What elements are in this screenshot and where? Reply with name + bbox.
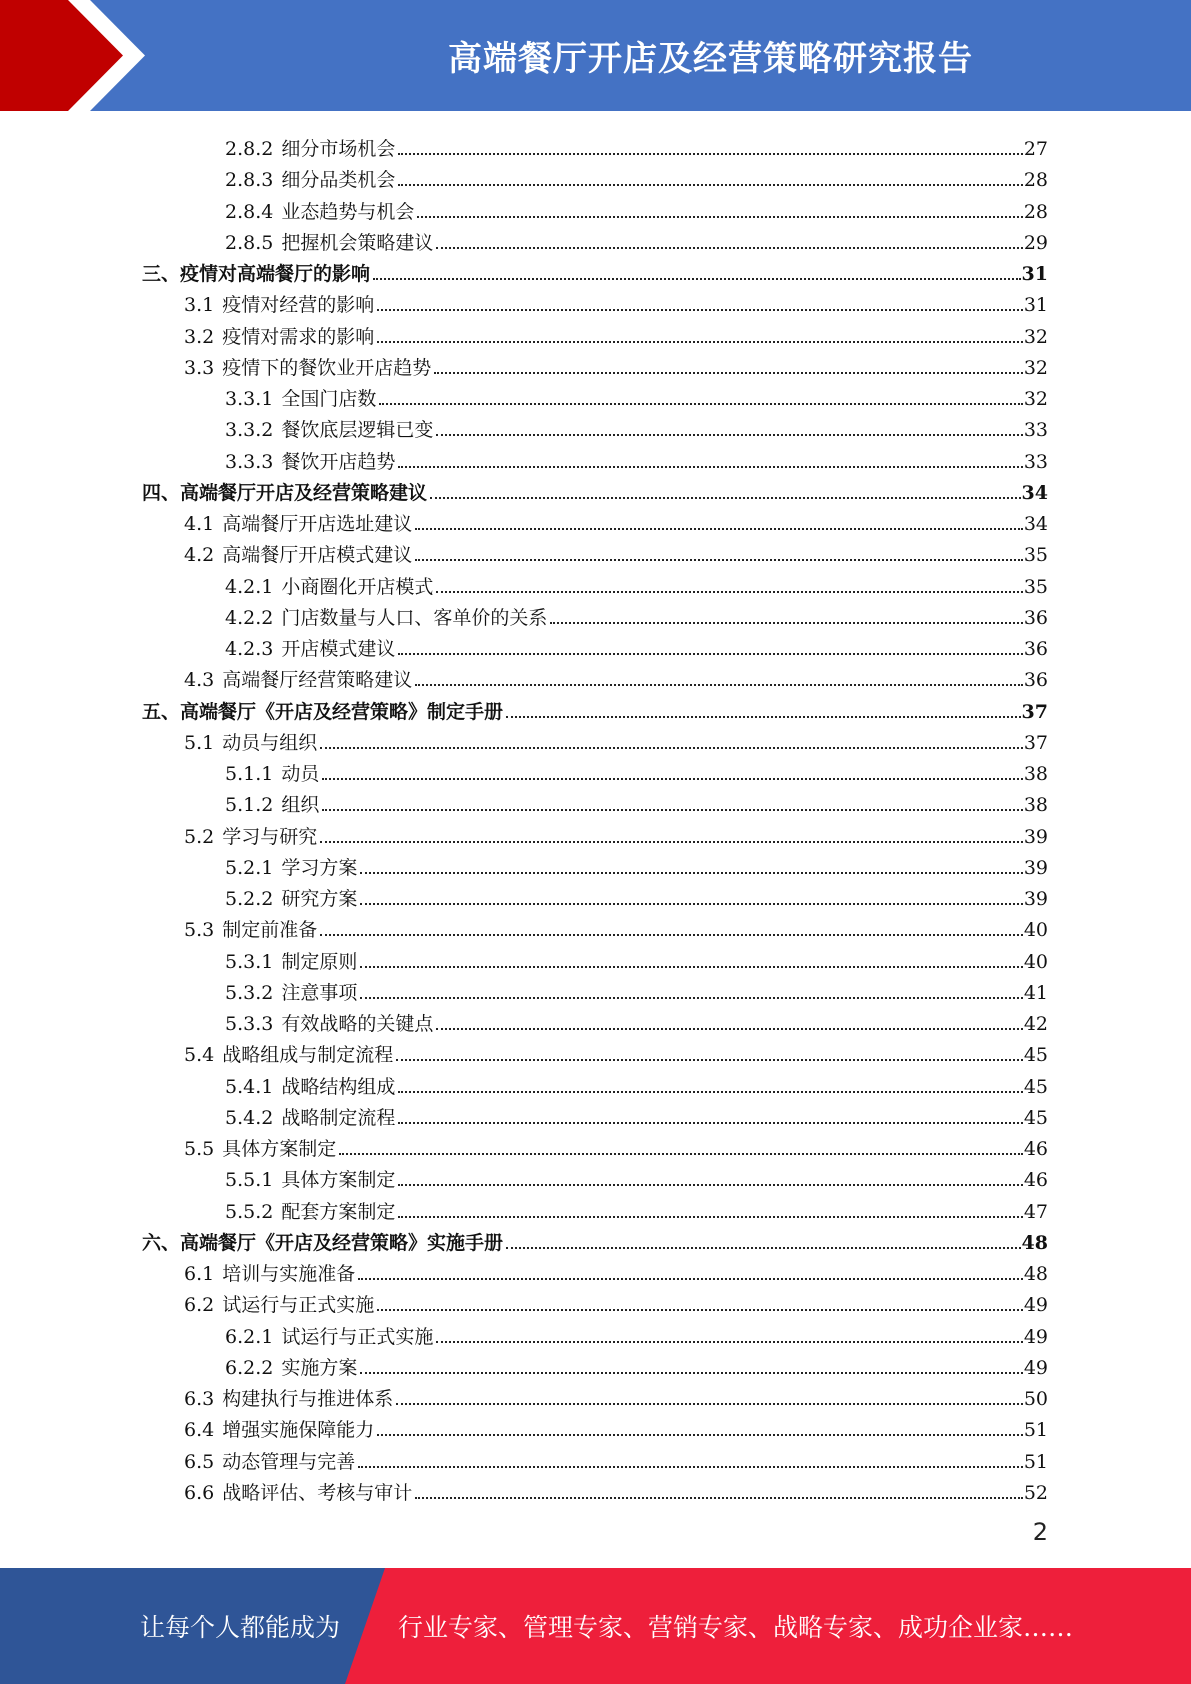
toc-entry-label bbox=[184, 1390, 393, 1409]
toc-entry-label bbox=[225, 640, 395, 659]
toc-entry-title: 具体方案制定 bbox=[281, 1169, 396, 1192]
toc-dot-leader bbox=[379, 403, 1022, 405]
toc-entry-title: 四、高端餐厅开店及经营策略建议 bbox=[142, 481, 428, 504]
toc-dot-leader bbox=[434, 372, 1023, 374]
toc-entry-row[interactable] bbox=[225, 784, 1048, 815]
toc-page-number: 31 bbox=[1021, 263, 1048, 285]
toc-entry-row[interactable] bbox=[225, 628, 1048, 659]
toc-dot-leader bbox=[550, 622, 1022, 624]
toc-entry-label bbox=[184, 356, 432, 379]
toc-page-number: 41 bbox=[1023, 981, 1048, 1004]
toc-entry-number: 6.6 bbox=[184, 1481, 215, 1504]
toc-dot-leader bbox=[358, 1278, 1023, 1280]
toc-dot-leader bbox=[377, 1309, 1023, 1311]
toc-page-number: 36 bbox=[1023, 638, 1048, 660]
toc-entry-label bbox=[184, 546, 412, 565]
toc-entry-row[interactable] bbox=[225, 1316, 1048, 1347]
toc-entry-row[interactable] bbox=[225, 409, 1048, 440]
toc-entry-title: 餐饮底层逻辑已变 bbox=[281, 419, 434, 442]
toc-dot-leader bbox=[417, 216, 1022, 218]
toc-entry-label bbox=[225, 575, 434, 598]
toc-entry-title: 战略组成与制定流程 bbox=[222, 1044, 394, 1067]
toc-dot-leader bbox=[320, 841, 1023, 843]
toc-entry-label bbox=[225, 1356, 358, 1379]
toc-dot-leader bbox=[377, 309, 1023, 311]
toc-page-number: 37 bbox=[1021, 700, 1048, 723]
toc-entry-label bbox=[225, 1075, 396, 1098]
toc-entry-number: 5.4.2 bbox=[225, 1106, 274, 1129]
toc-dot-leader bbox=[398, 1184, 1022, 1186]
toc-dot-leader bbox=[360, 903, 1022, 905]
toc-entry-label bbox=[225, 390, 376, 409]
toc-entry-row[interactable] bbox=[184, 316, 1048, 347]
toc-entry-number: 6.4 bbox=[184, 1419, 215, 1442]
toc-dot-leader bbox=[415, 528, 1023, 530]
toc-dot-leader bbox=[358, 1466, 1023, 1468]
page-header bbox=[0, 0, 1191, 111]
report-title: 高端餐厅开店及经营策略研究报告 bbox=[448, 39, 973, 79]
toc-entry-number: 3.3 bbox=[184, 356, 215, 379]
toc-entry-label bbox=[184, 731, 318, 754]
toc-dot-leader bbox=[436, 434, 1022, 436]
toc-page-number: 32 bbox=[1023, 388, 1048, 410]
toc-entry-number: 4.1 bbox=[184, 513, 215, 535]
toc-dot-leader bbox=[339, 1153, 1023, 1155]
toc-entry-number: 3.2 bbox=[184, 325, 215, 348]
toc-entry-title: 高端餐厅开店选址建议 bbox=[222, 513, 413, 535]
toc-entry-label bbox=[184, 1450, 356, 1473]
toc-entry-label bbox=[184, 921, 317, 940]
toc-page-number: 34 bbox=[1023, 513, 1048, 535]
toc-dot-leader bbox=[360, 966, 1022, 968]
toc-page-number: 40 bbox=[1023, 950, 1048, 973]
toc-entry-row[interactable] bbox=[225, 1066, 1048, 1097]
toc-entry-title: 构建执行与推进体系 bbox=[222, 1388, 394, 1410]
toc-entry-label bbox=[225, 231, 434, 254]
toc-entry-title: 注意事项 bbox=[281, 981, 358, 1004]
toc-page-number: 47 bbox=[1023, 1200, 1048, 1223]
toc-dot-leader bbox=[415, 684, 1023, 686]
footer-slogan-right: 行业专家、管理专家、营销专家、战略专家、成功企业家…… bbox=[398, 1613, 1074, 1642]
toc-dot-leader bbox=[506, 1247, 1021, 1249]
toc-entry-label bbox=[225, 421, 433, 440]
toc-entry-title: 试运行与正式实施 bbox=[281, 1325, 434, 1348]
toc-entry-number: 5.1 bbox=[184, 731, 215, 754]
toc-entry-label bbox=[225, 981, 358, 1004]
toc-entry-label bbox=[225, 950, 358, 973]
toc-dot-leader bbox=[398, 1122, 1022, 1124]
toc-entry-number: 6.5 bbox=[184, 1450, 215, 1473]
toc-entry-number: 6.2.1 bbox=[225, 1325, 274, 1348]
toc-entry-label bbox=[184, 1140, 336, 1159]
toc-entry-row[interactable] bbox=[225, 128, 1048, 159]
toc-entry-title: 开店模式建议 bbox=[281, 638, 396, 660]
toc-chapter-row[interactable] bbox=[142, 472, 1048, 503]
toc-entry-number: 5.2.1 bbox=[225, 856, 274, 879]
toc-entry-row[interactable] bbox=[184, 1034, 1048, 1065]
toc-entry-title: 战略评估、考核与审计 bbox=[222, 1481, 413, 1504]
toc-dot-leader bbox=[322, 809, 1022, 811]
toc-dot-leader bbox=[360, 997, 1022, 999]
toc-entry-title: 门店数量与人口、客单价的关系 bbox=[281, 606, 548, 629]
toc-entry-title: 战略结构组成 bbox=[281, 1075, 396, 1098]
toc-entry-title: 疫情对需求的影响 bbox=[222, 325, 375, 348]
toc-entry-number: 5.3.1 bbox=[225, 950, 274, 973]
toc-entry-title: 实施方案 bbox=[281, 1356, 358, 1379]
toc-entry-row[interactable] bbox=[225, 597, 1048, 628]
toc-page-number: 48 bbox=[1021, 1231, 1048, 1254]
toc-page-number: 50 bbox=[1023, 1388, 1048, 1410]
toc-dot-leader bbox=[360, 872, 1022, 874]
toc-entry-number: 4.3 bbox=[184, 669, 215, 692]
toc-entry-number: 5.4 bbox=[184, 1044, 215, 1067]
toc-dot-leader bbox=[377, 341, 1023, 343]
toc-entry-title: 动态管理与完善 bbox=[222, 1450, 356, 1473]
page-footer bbox=[0, 1568, 1191, 1684]
toc-entry-title: 学习与研究 bbox=[222, 825, 318, 848]
toc-entry-label bbox=[184, 1421, 374, 1440]
toc-entry-title: 三、疫情对高端餐厅的影响 bbox=[142, 263, 371, 285]
toc-entry-label bbox=[142, 265, 370, 284]
toc-entry-title: 动员 bbox=[281, 763, 320, 785]
toc-entry-label bbox=[184, 671, 412, 690]
toc-entry-label bbox=[225, 606, 548, 629]
toc-entry-label bbox=[184, 296, 374, 315]
toc-entry-label bbox=[225, 171, 395, 190]
toc-entry-row[interactable] bbox=[184, 1284, 1048, 1315]
toc-page-number: 33 bbox=[1023, 419, 1048, 442]
toc-page-number: 45 bbox=[1023, 1075, 1048, 1098]
toc-entry-title: 五、高端餐厅《开店及经营策略》制定手册 bbox=[142, 700, 504, 723]
toc-entry-row[interactable] bbox=[225, 1003, 1048, 1034]
toc-entry-number: 4.2.3 bbox=[225, 638, 274, 660]
toc-entry-number: 5.1.1 bbox=[225, 763, 274, 785]
toc-page-number: 45 bbox=[1023, 1106, 1048, 1129]
toc-entry-number: 4.2.1 bbox=[225, 575, 274, 598]
toc-entry-title: 疫情下的餐饮业开店趋势 bbox=[222, 356, 432, 379]
toc-entry-label bbox=[225, 1015, 433, 1034]
toc-entry-label bbox=[142, 700, 504, 723]
toc-entry-title: 疫情对经营的影响 bbox=[222, 294, 375, 317]
toc-entry-number: 5.5.1 bbox=[225, 1169, 274, 1192]
toc-page-number: 48 bbox=[1023, 1263, 1048, 1285]
toc-entry-title: 制定前准备 bbox=[222, 919, 318, 942]
toc-dot-leader bbox=[436, 1341, 1022, 1343]
footer-slogan-left: 让每个人都能成为 bbox=[140, 1613, 341, 1642]
toc-entry-number: 3.3.1 bbox=[225, 388, 274, 410]
toc-entry-row[interactable] bbox=[225, 1191, 1048, 1222]
toc-entry-label bbox=[142, 1231, 504, 1254]
toc-entry-row[interactable] bbox=[184, 534, 1048, 565]
toc-dot-leader bbox=[430, 497, 1021, 499]
toc-entry-label bbox=[225, 1200, 396, 1223]
toc-page-number: 52 bbox=[1023, 1481, 1048, 1504]
toc-entry-title: 组织 bbox=[281, 794, 320, 817]
toc-entry-number: 3.3.2 bbox=[225, 419, 274, 442]
toc-entry-row[interactable] bbox=[184, 1409, 1048, 1440]
toc-entry-number: 3.3.3 bbox=[225, 450, 274, 473]
toc-entry-number: 6.2 bbox=[184, 1294, 215, 1317]
toc-page-number: 28 bbox=[1023, 169, 1048, 192]
toc-dot-leader bbox=[436, 591, 1022, 593]
toc-entry-title: 研究方案 bbox=[281, 888, 358, 910]
toc-entry-title: 增强实施保障能力 bbox=[222, 1419, 375, 1442]
toc-dot-leader bbox=[373, 278, 1021, 280]
toc-entry-title: 战略制定流程 bbox=[281, 1106, 396, 1129]
toc-entry-title: 业态趋势与机会 bbox=[281, 200, 415, 223]
toc-entry-row[interactable] bbox=[184, 1441, 1048, 1472]
toc-entry-title: 配套方案制定 bbox=[281, 1200, 396, 1223]
toc-page-number: 49 bbox=[1023, 1325, 1048, 1348]
toc-page-number: 46 bbox=[1023, 1138, 1048, 1160]
toc-entry-label bbox=[225, 140, 395, 159]
toc-entry-label bbox=[184, 325, 375, 348]
toc-dot-leader bbox=[396, 1059, 1023, 1061]
toc-entry-row[interactable] bbox=[225, 191, 1048, 222]
toc-page-number: 40 bbox=[1023, 919, 1048, 942]
toc-entry-row[interactable] bbox=[184, 503, 1048, 534]
toc-entry-title: 试运行与正式实施 bbox=[222, 1294, 375, 1317]
toc-dot-leader bbox=[322, 778, 1022, 780]
toc-page-number: 36 bbox=[1023, 606, 1048, 629]
toc-dot-leader bbox=[377, 1434, 1023, 1436]
toc-entry-title: 培训与实施准备 bbox=[222, 1263, 356, 1285]
toc-entry-number: 5.3 bbox=[184, 919, 215, 942]
toc-dot-leader bbox=[398, 653, 1022, 655]
toc-entry-row[interactable] bbox=[184, 816, 1048, 847]
toc-page-number: 35 bbox=[1023, 544, 1048, 567]
toc-entry-row[interactable] bbox=[184, 1378, 1048, 1409]
toc-entry-label bbox=[184, 1296, 374, 1315]
toc-page-number: 34 bbox=[1021, 481, 1048, 504]
toc-entry-row[interactable] bbox=[184, 1128, 1048, 1159]
toc-entry-row[interactable] bbox=[184, 909, 1048, 940]
toc-entry-title: 全国门店数 bbox=[281, 388, 377, 410]
toc-entry-title: 六、高端餐厅《开店及经营策略》实施手册 bbox=[142, 1231, 504, 1254]
toc-entry-number: 6.3 bbox=[184, 1388, 215, 1410]
toc-dot-leader bbox=[415, 1497, 1023, 1499]
toc-entry-number: 4.2 bbox=[184, 544, 215, 567]
toc-page-number: 31 bbox=[1023, 294, 1048, 317]
toc-page-number: 35 bbox=[1023, 575, 1048, 598]
toc-entry-label bbox=[225, 450, 396, 473]
toc-dot-leader bbox=[398, 466, 1022, 468]
toc-chapter-row[interactable] bbox=[142, 253, 1048, 284]
toc-entry-title: 餐饮开店趋势 bbox=[281, 450, 396, 473]
toc-page-number: 38 bbox=[1023, 763, 1048, 785]
toc-page-number: 42 bbox=[1023, 1013, 1048, 1035]
toc-entry-number: 6.2.2 bbox=[225, 1356, 274, 1379]
toc-dot-leader bbox=[415, 559, 1023, 561]
toc-entry-number: 5.2.2 bbox=[225, 888, 274, 910]
toc-entry-row[interactable] bbox=[225, 1097, 1048, 1128]
toc-page-number: 29 bbox=[1023, 231, 1048, 254]
toc-dot-leader bbox=[398, 1216, 1022, 1218]
toc-entry-label bbox=[184, 1481, 413, 1504]
toc-entry-label bbox=[225, 1171, 395, 1190]
toc-page-number: 45 bbox=[1023, 1044, 1048, 1067]
toc-dot-leader bbox=[436, 247, 1022, 249]
toc-entry-title: 小商圈化开店模式 bbox=[281, 575, 434, 598]
toc-entry-row[interactable] bbox=[184, 1253, 1048, 1284]
toc-page-number: 38 bbox=[1023, 794, 1048, 817]
toc-entry-row[interactable] bbox=[225, 972, 1048, 1003]
toc-entry-row[interactable] bbox=[225, 566, 1048, 597]
toc-dot-leader bbox=[320, 934, 1023, 936]
toc-page-number: 36 bbox=[1023, 669, 1048, 692]
toc-dot-leader bbox=[398, 1091, 1022, 1093]
toc-entry-row[interactable] bbox=[225, 1159, 1048, 1190]
toc-page-number: 39 bbox=[1023, 888, 1048, 910]
toc-page-number: 51 bbox=[1023, 1419, 1048, 1442]
toc-entry-row[interactable] bbox=[225, 159, 1048, 190]
toc-entry-number: 2.8.4 bbox=[225, 200, 274, 223]
toc-entry-title: 高端餐厅开店模式建议 bbox=[222, 544, 413, 567]
toc-entry-title: 具体方案制定 bbox=[222, 1138, 337, 1160]
toc-entry-number: 3.1 bbox=[184, 294, 215, 317]
toc-entry-label bbox=[184, 1046, 393, 1065]
toc-entry-row[interactable] bbox=[225, 441, 1048, 472]
toc-entry-number: 5.2 bbox=[184, 825, 215, 848]
toc-entry-title: 动员与组织 bbox=[222, 731, 318, 754]
toc-entry-label bbox=[184, 825, 318, 848]
toc-entry-row[interactable] bbox=[184, 1472, 1048, 1503]
toc-entry-number: 2.8.2 bbox=[225, 138, 274, 160]
toc-entry-label bbox=[184, 515, 412, 534]
toc-entry-title: 高端餐厅经营策略建议 bbox=[222, 669, 413, 692]
toc-entry-title: 有效战略的关键点 bbox=[281, 1013, 434, 1035]
toc-entry-row[interactable] bbox=[184, 659, 1048, 690]
toc-entry-row[interactable] bbox=[225, 941, 1048, 972]
toc-page-number: 28 bbox=[1023, 200, 1048, 223]
toc-page-number: 49 bbox=[1023, 1294, 1048, 1317]
toc-entry-number: 5.4.1 bbox=[225, 1075, 274, 1098]
toc-page-number: 51 bbox=[1023, 1450, 1048, 1473]
toc-entry-row[interactable] bbox=[225, 378, 1048, 409]
toc-entry-label bbox=[184, 1265, 355, 1284]
header-arrow-graphic bbox=[0, 0, 170, 111]
toc-dot-leader bbox=[396, 1403, 1023, 1405]
toc-entry-row[interactable] bbox=[225, 753, 1048, 784]
toc-entry-number: 5.3.3 bbox=[225, 1013, 274, 1035]
toc-dot-leader bbox=[398, 184, 1022, 186]
page-number: 2 bbox=[1032, 1518, 1048, 1546]
toc-entry-title: 制定原则 bbox=[281, 950, 358, 973]
toc-entry-label bbox=[225, 856, 358, 879]
toc-page-number: 33 bbox=[1023, 450, 1048, 473]
toc-dot-leader bbox=[398, 153, 1022, 155]
toc-page-number: 37 bbox=[1023, 731, 1048, 754]
toc-entry-row[interactable] bbox=[225, 878, 1048, 909]
toc-dot-leader bbox=[506, 716, 1021, 718]
toc-entry-title: 学习方案 bbox=[281, 856, 358, 879]
toc-dot-leader bbox=[320, 747, 1023, 749]
toc-entry-title: 细分品类机会 bbox=[281, 169, 396, 192]
toc-entry-number: 5.5.2 bbox=[225, 1200, 274, 1223]
toc-chapter-row[interactable] bbox=[142, 1222, 1048, 1253]
toc-entry-label bbox=[225, 796, 319, 815]
toc-page-number: 39 bbox=[1023, 825, 1048, 848]
toc-entry-number: 2.8.3 bbox=[225, 169, 274, 192]
toc-entry-label bbox=[225, 890, 357, 909]
toc-entry-row[interactable] bbox=[184, 284, 1048, 315]
toc-entry-row[interactable] bbox=[225, 1347, 1048, 1378]
toc-chapter-row[interactable] bbox=[142, 691, 1048, 722]
toc-entry-number: 2.8.5 bbox=[225, 231, 274, 254]
toc-entry-label bbox=[142, 481, 428, 504]
toc-page-number: 32 bbox=[1023, 356, 1048, 379]
toc-entry-label bbox=[225, 765, 319, 784]
toc-entry-number: 5.3.2 bbox=[225, 981, 274, 1004]
toc-entry-label bbox=[225, 1325, 434, 1348]
toc-entry-row[interactable] bbox=[225, 847, 1048, 878]
toc-entry-title: 细分市场机会 bbox=[281, 138, 396, 160]
toc-page-number: 32 bbox=[1023, 325, 1048, 348]
toc-page-number: 49 bbox=[1023, 1356, 1048, 1379]
toc-entry-number: 6.1 bbox=[184, 1263, 215, 1285]
toc-entry-label bbox=[225, 200, 415, 223]
toc-entry-row[interactable] bbox=[184, 347, 1048, 378]
toc-entry-number: 5.1.2 bbox=[225, 794, 274, 817]
toc-entry-number: 4.2.2 bbox=[225, 606, 274, 629]
toc-dot-leader bbox=[360, 1372, 1022, 1374]
toc-page-number: 27 bbox=[1023, 138, 1048, 160]
toc-entry-number: 5.5 bbox=[184, 1138, 215, 1160]
toc-entry-title: 把握机会策略建议 bbox=[281, 231, 434, 254]
toc-page-number: 46 bbox=[1023, 1169, 1048, 1192]
toc-entry-row[interactable] bbox=[225, 222, 1048, 253]
toc-entry-label bbox=[225, 1106, 396, 1129]
toc-dot-leader bbox=[436, 1028, 1022, 1030]
toc-page-number: 39 bbox=[1023, 856, 1048, 879]
toc-entry-row[interactable] bbox=[184, 722, 1048, 753]
